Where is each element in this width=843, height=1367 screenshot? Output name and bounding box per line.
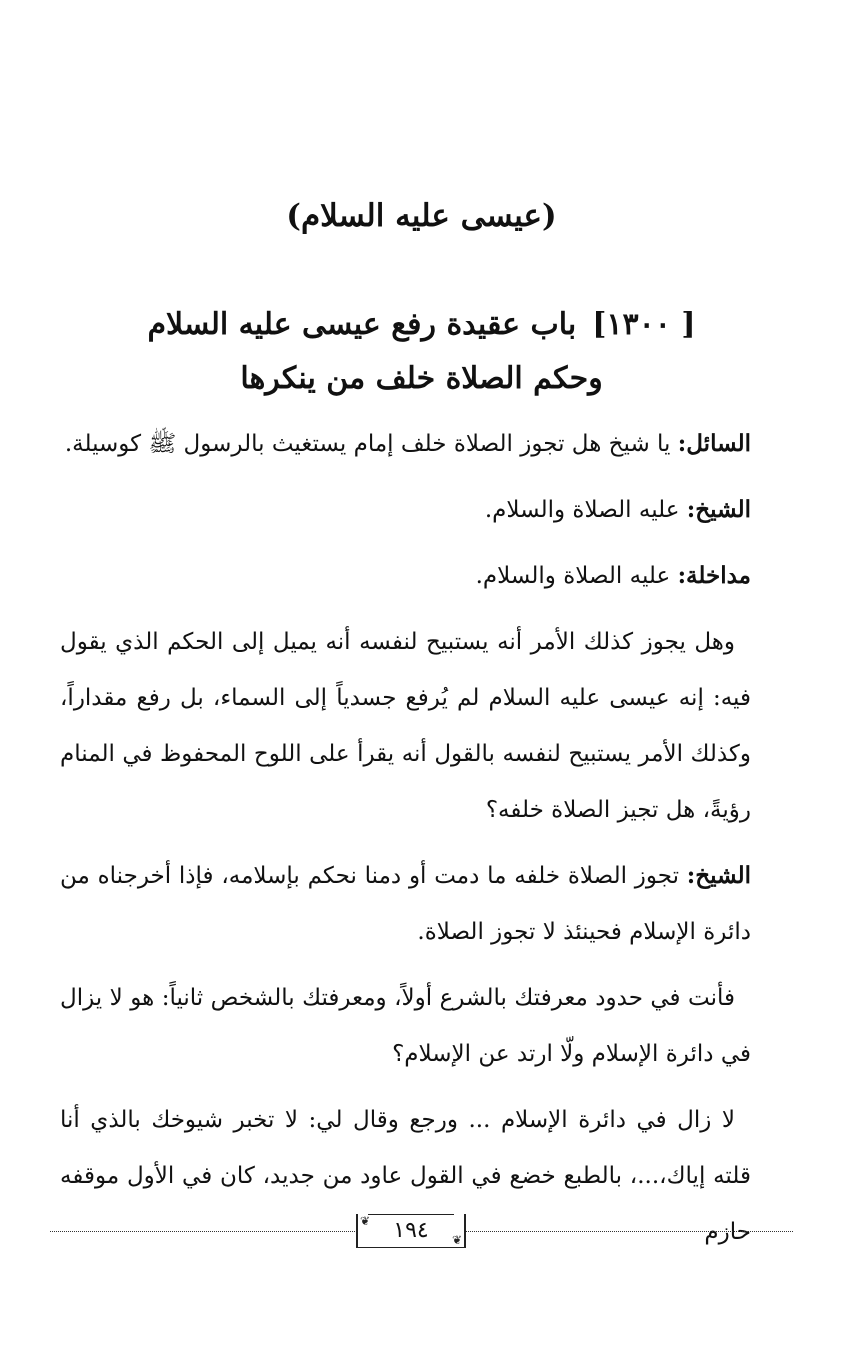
paragraph-6: [60, 970, 751, 1082]
page-footer: [50, 1210, 793, 1250]
paragraph-5: [60, 848, 751, 960]
paragraph-text: لا زال في دائرة الإسلام ... ورجع وقال لي: لا تخبر شيوخك بالذي أنا قلته إياك،...، بالطبع خضع في القول عاود من جديد، كان في الأول موقفه حازم: [60, 1107, 751, 1245]
paragraph-text: تجوز الصلاة خلفه ما دمت أو دمنا نحكم بإسلامه، فإذا أخرجناه من دائرة الإسلام فحينئذ لا تجوز الصلاة.: [60, 863, 751, 945]
speaker-label: الشيخ:: [686, 862, 751, 889]
section-number: [ ١٣٠٠]: [592, 307, 696, 342]
page-number: ١٩٤: [393, 1218, 429, 1243]
paragraph-text: وهل يجوز كذلك الأمر أنه يستبيح لنفسه أنه يميل إلى الحكم الذي يقول فيه: إنه عيسى عليه السلام لم يُرفع جسدياً إلى السماء، بل رفع مقداراً، وكذلك الأمر يستبيح لنفسه بالقول أنه يقرأ على اللوح المحفوظ في المنام رؤيةً، هل تجيز الصلاة خلفه؟: [60, 629, 751, 823]
paragraph-text: عليه الصلاة والسلام.: [484, 497, 687, 523]
speaker-label: مداخلة:: [677, 562, 751, 589]
section-heading: [60, 298, 783, 406]
ornament-icon: ❦: [451, 1233, 462, 1247]
speaker-label: السائل:: [677, 430, 751, 457]
section-title-line-2: وحكم الصلاة خلف من ينكرها: [240, 361, 603, 396]
ornament-icon: ❦: [360, 1214, 371, 1228]
paragraph-text: فأنت في حدود معرفتك بالشرع أولاً، ومعرفتك بالشخص ثانياً: هو لا يزال في دائرة الإسلام ولّا ارتد عن الإسلام؟: [60, 985, 751, 1067]
section-heading-line-1: [60, 298, 783, 352]
speaker-label: الشيخ:: [686, 496, 751, 523]
page-number-frame: [356, 1214, 466, 1248]
paragraph-text: عليه الصلاة والسلام.: [475, 563, 678, 589]
paragraph-text: يا شيخ هل تجوز الصلاة خلف إمام يستغيث بالرسول ﷺ كوسيلة.: [64, 431, 678, 457]
body-text: [60, 416, 751, 1270]
paragraph-1: [60, 416, 751, 472]
section-title-line-1: باب عقيدة رفع عيسى عليه السلام: [147, 307, 577, 342]
paragraph-3: [60, 548, 751, 604]
chapter-title: (عيسى عليه السلام): [286, 198, 557, 234]
paragraph-4: [60, 614, 751, 838]
paragraph-2: [60, 482, 751, 538]
